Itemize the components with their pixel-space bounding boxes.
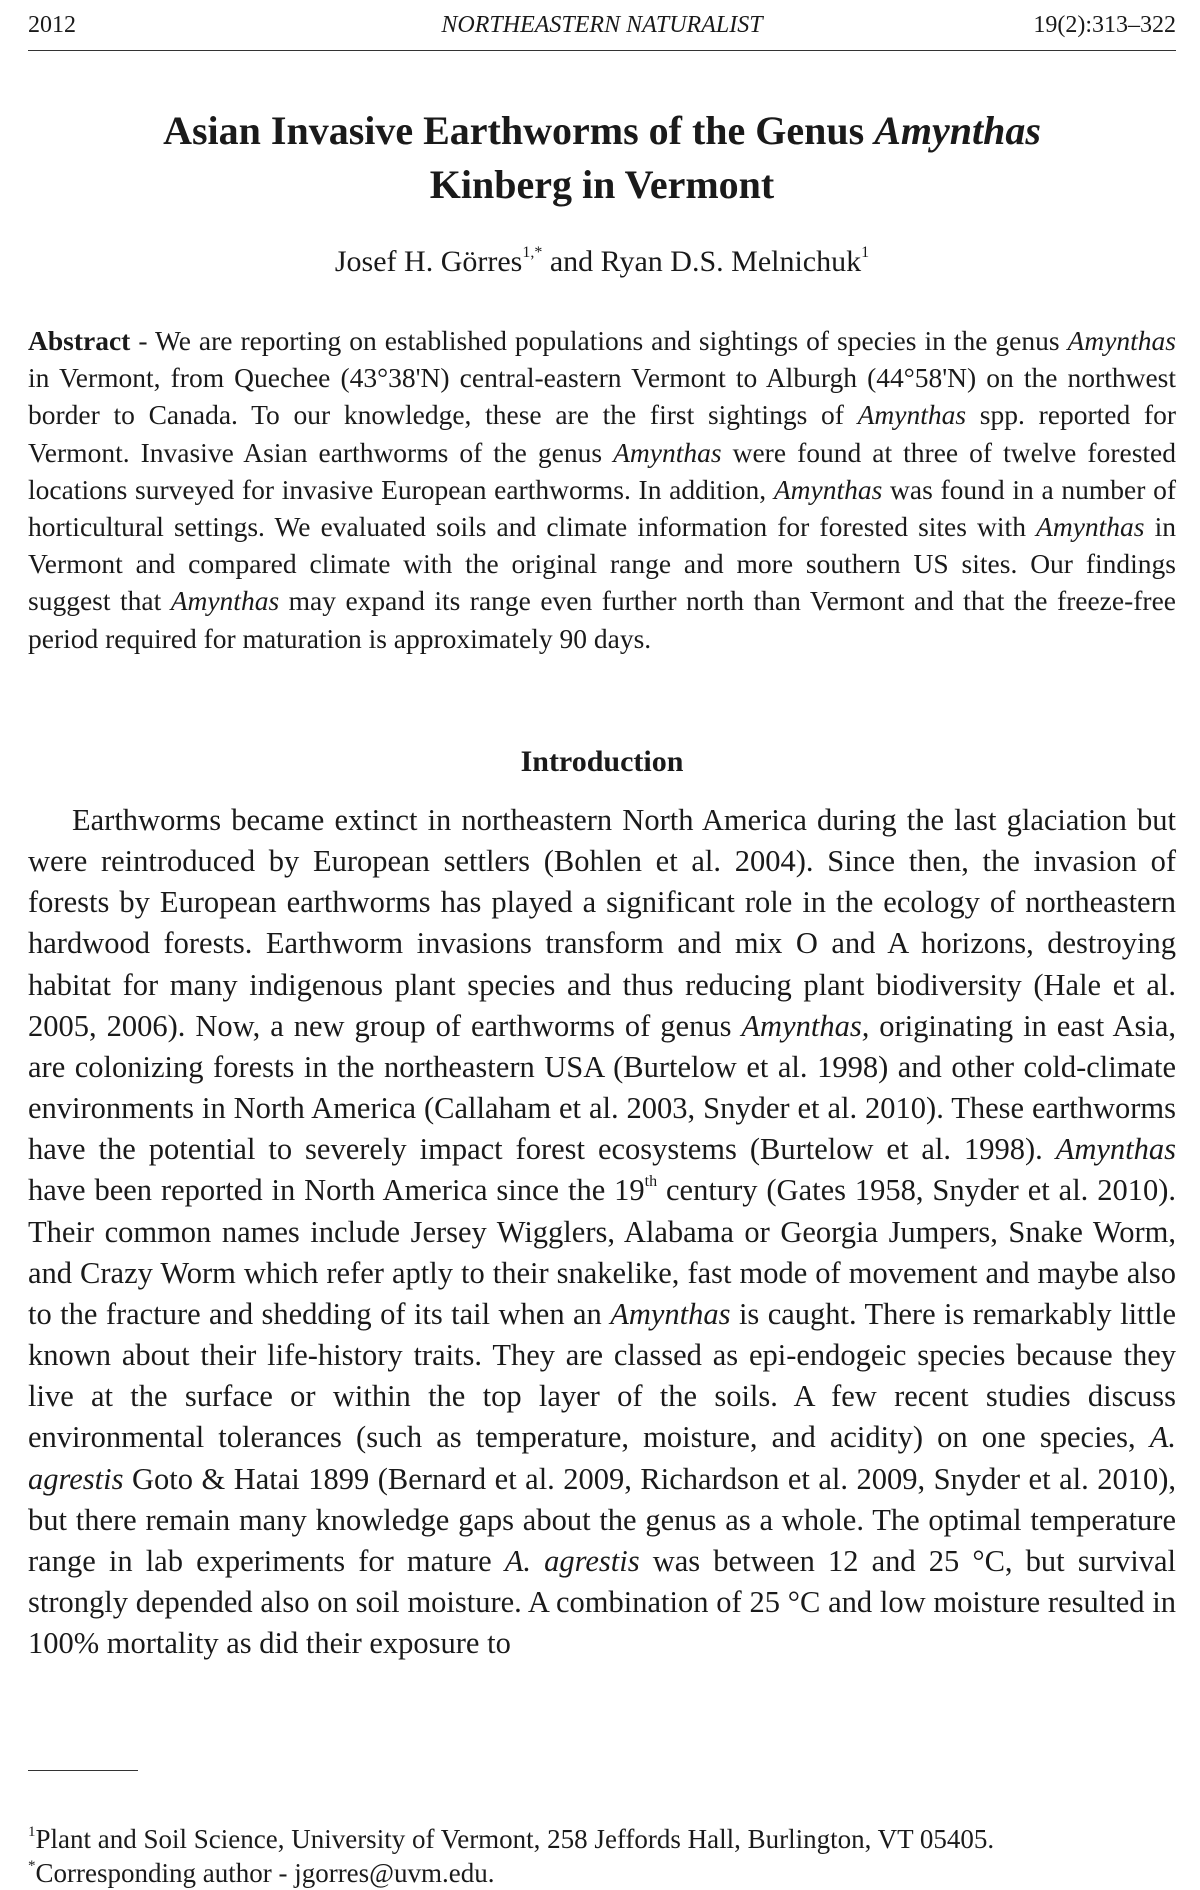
body-text: Earthworms became extinct in northeastern North America during the last glaciation but were reintroduced by European settlers (Bohlen et al. 2004). Since then, the invasion of forests by European earthworms has played a significant role in the ecology of northeastern hardwood forests. Earthworm invasions transform and mix O and A horizons, destroying habitat for many indigenous plant species and thus reducing plant biodiversity (Hale et al. 2005, 2006). Now, a new group of earthworms of genus (28, 803, 1176, 1043)
footnote-text: Plant and Soil Science, University of Vermont, 258 Jeffords Hall, Burlington, VT 05405. (35, 1824, 995, 1854)
abstract-text: - We are reporting on established populations and sightings of species in the genus (130, 325, 1068, 356)
footnote-affiliation (28, 1822, 1176, 1856)
footnote-rule (28, 1770, 138, 1771)
header-volume-pages: 19(2):313–322 (1033, 12, 1176, 38)
abstract-text: may expand its range even further north than Vermont and that the freeze-free period required for maturation is approximately 90 days. (28, 585, 1176, 654)
author-conjunction: and (542, 245, 601, 278)
author-2-affiliation-mark: 1 (861, 244, 870, 261)
genus-name: Amynthas (610, 1296, 731, 1331)
title-text: Asian Invasive Earthworms of the Genus (163, 108, 875, 153)
genus-name: Amynthas (1055, 1132, 1176, 1167)
body-text: was between 12 and 25 °C, but survival strongly depended also on soil moisture. A combination of 25 °C and low moisture resulted in 100% mortality as did their exposure to (28, 1543, 1177, 1661)
header-journal-name: NORTHEASTERN NATURALIST (441, 12, 763, 38)
author-1: Josef H. Görres (334, 245, 523, 278)
article-title (28, 104, 1176, 212)
footnote-mark: * (28, 1858, 36, 1874)
abstract-text: was found in a number of horticultural settings. We evaluated soils and climate information for forested sites with (28, 473, 1176, 543)
ordinal-superscript: th (644, 1173, 658, 1191)
abstract-text: spp. reported for Vermont. Invasive Asian earthworms of the genus (28, 399, 1177, 468)
header-year: 2012 (28, 12, 76, 38)
footnote-corresponding-author (28, 1856, 1176, 1890)
header-rule (28, 50, 1176, 51)
genus-name: Amynthas (1036, 511, 1145, 543)
author-line (28, 244, 1176, 280)
genus-name: Amynthas (857, 399, 967, 431)
genus-name: Amynthas, (741, 1008, 870, 1043)
introduction-body (28, 800, 1176, 1664)
section-heading-introduction: Introduction (520, 745, 684, 778)
body-text: have been reported in North America since the 19 (28, 1173, 645, 1208)
author-2: Ryan D.S. Melnichuk (600, 245, 862, 278)
footnote-text: Corresponding author - jgorres@uvm.edu. (35, 1858, 495, 1888)
genus-name: Amynthas (773, 473, 883, 505)
abstract-label: Abstract (28, 325, 131, 356)
abstract-paragraph (28, 322, 1176, 657)
body-text: is caught. There is remarkably little known about their life-history traits. They are classed as epi-endogeic species because they live at the surface or within the top layer of the soils. A few recent studies discuss environmental tolerances (such as temperature, moisture, and acidity) on one species, (28, 1296, 1176, 1455)
species-name: A. agrestis (504, 1543, 640, 1578)
body-text: originating in east Asia, are colonizing forests in the northeastern USA (Burtelow et al. 1998) and other cold-climate environments in North America (Callaham et al. 2003, Snyder et al. 2010). These earthworms have the potential to severely impact forest ecosystems (Burtelow et al. 1998). (28, 1008, 1176, 1167)
footnote-mark: 1 (28, 1824, 36, 1840)
title-line-1 (28, 104, 1176, 158)
introduction-paragraph (28, 800, 1176, 1664)
abstract-text: in Vermont and compared climate with the original range and more southern US sites. Our findings suggest that (28, 511, 1176, 617)
genus-name: Amynthas (613, 436, 722, 468)
title-line-2: Kinberg in Vermont (429, 162, 775, 207)
author-1-affiliation-mark: 1,* (522, 244, 543, 261)
body-text: Goto & Hatai 1899 (Bernard et al. 2009, Richardson et al. 2009, Snyder et al. 2010), but there remain many knowledge gaps about the genus as a whole. The optimal temperature range in lab experiments for mature (28, 1461, 1176, 1578)
journal-page (28, 0, 1177, 1888)
running-head (28, 10, 1176, 40)
genus-name: Amynthas (1067, 325, 1176, 356)
body-text: century (Gates 1958, Snyder et al. 2010). Their common names include Jersey Wigglers, Alabama or Georgia Jumpers, Snake Worm, and Crazy Worm which refer aptly to their snakelike, fast mode of movement and maybe also to the fracture and shedding of its tail when an (28, 1173, 1176, 1331)
footnotes (28, 1822, 1176, 1890)
abstract (28, 322, 1176, 657)
abstract-text: were found at three of twelve forested locations surveyed for invasive European earthworms. In addition, (28, 436, 1176, 505)
species-name: A. agrestis (28, 1420, 1176, 1496)
title-genus: Amynthas (874, 108, 1041, 153)
genus-name: Amynthas (170, 585, 280, 617)
abstract-text: in Vermont, from Quechee (43°38'N) central-eastern Vermont to Alburgh (44°58'N) on the northwest border to Canada. To our knowledge, these are the first sightings of (28, 362, 1176, 431)
